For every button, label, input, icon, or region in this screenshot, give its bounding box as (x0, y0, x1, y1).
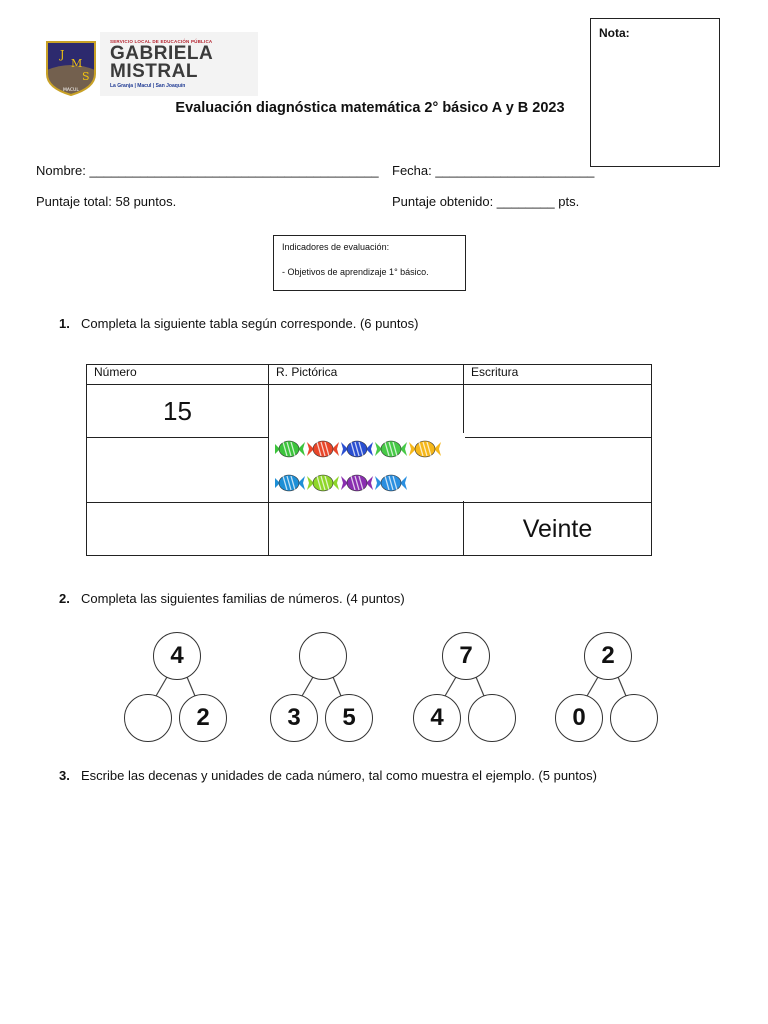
cell-pictorica-1[interactable] (269, 385, 464, 438)
cell-numero-3[interactable] (87, 503, 269, 556)
cell-numero-2[interactable] (87, 438, 269, 503)
family-4-top-circle: 2 (584, 632, 632, 680)
table-row (87, 503, 652, 556)
family-line (445, 677, 456, 696)
question-2 (59, 591, 405, 606)
header-escritura: Escritura (464, 365, 652, 385)
cell-escritura-2[interactable] (464, 438, 652, 503)
name-field[interactable]: Nombre: ________________________________________ (36, 163, 379, 178)
cell-numero-1 (87, 385, 269, 438)
cell-escritura-1[interactable] (464, 385, 652, 438)
indicators-heading: Indicadores de evaluación: (282, 242, 390, 252)
family-1-top-circle: 4 (153, 632, 201, 680)
grade-label: Nota: (599, 26, 630, 40)
representation-table (86, 364, 652, 556)
logo-caption: MACUL (63, 88, 79, 93)
family-4-left-circle: 0 (555, 694, 603, 742)
page-title: Evaluación diagnóstica matemática 2° básico A y B 2023 (175, 100, 565, 116)
family-3-left-circle: 4 (413, 694, 461, 742)
question-1 (59, 316, 419, 331)
family-line (618, 677, 626, 696)
candy-svg (275, 433, 465, 501)
family-1-left-circle[interactable] (124, 694, 172, 742)
question-3-text: Escribe las decenas y unidades de cada número, tal como muestra el ejemplo. (5 puntos) (81, 768, 597, 783)
question-1-text: Completa la siguiente tabla según corresponde. (6 puntos) (81, 316, 419, 331)
family-line (156, 677, 167, 696)
question-2-number: 2. (59, 591, 70, 606)
candy-icon (275, 441, 305, 457)
table-row (87, 385, 652, 438)
question-1-number: 1. (59, 316, 70, 331)
cell-pictorica-3[interactable] (269, 503, 464, 556)
indicators-item: - Objetivos de aprendizaje 1° básico. (282, 267, 429, 277)
indicators-box (273, 235, 466, 291)
logo-name-line2: MISTRAL (110, 61, 198, 82)
school-shield-logo (44, 40, 98, 96)
candy-icon (341, 475, 373, 491)
numero-15: 15 (163, 395, 192, 426)
table-header-row (87, 365, 652, 385)
number-families (0, 620, 768, 750)
logo-initial-s: S (82, 70, 90, 83)
family-line (587, 677, 598, 696)
obtained-score-field[interactable]: Puntaje obtenido: ________ pts. (392, 194, 580, 209)
candy-icon (409, 441, 441, 457)
family-line (476, 677, 484, 696)
logo-communes: La Granja | Macul | San Joaquín (110, 83, 186, 89)
question-2-text: Completa las siguientes familias de números. (4 puntos) (81, 591, 405, 606)
candy-pictogram (275, 433, 465, 501)
candy-icon (375, 441, 407, 457)
question-3 (59, 768, 597, 783)
grade-box (590, 18, 720, 167)
school-name-logo (100, 32, 258, 96)
family-line (187, 677, 195, 696)
cell-escritura-3 (464, 503, 652, 556)
candy-icon (341, 441, 373, 457)
family-line (302, 677, 313, 696)
header-pictorica: R. Pictórica (269, 365, 464, 385)
table-row (87, 438, 652, 503)
candy-icon (275, 475, 305, 491)
candy-icon (375, 475, 407, 491)
family-line (333, 677, 341, 696)
family-3-right-circle[interactable] (468, 694, 516, 742)
total-score-text: Puntaje total: 58 puntos. (36, 194, 177, 209)
cell-pictorica-2 (269, 438, 464, 503)
logo-name-line1: GABRIELA (110, 43, 214, 64)
header-numero: Número (87, 365, 269, 385)
candy-icon (307, 441, 339, 457)
family-2-left-circle: 3 (270, 694, 318, 742)
question-3-number: 3. (59, 768, 70, 783)
escritura-veinte: Veinte (522, 514, 593, 543)
family-2-right-circle: 5 (325, 694, 373, 742)
logo-initial-m: M (71, 57, 83, 70)
logo-service-line: SERVICIO LOCAL DE EDUCACIÓN PÚBLICA (110, 39, 213, 44)
family-4-right-circle[interactable] (610, 694, 658, 742)
family-3-top-circle: 7 (442, 632, 490, 680)
candy-icon (307, 475, 339, 491)
logo-initial-j: J (60, 48, 65, 61)
family-2-top-circle[interactable] (299, 632, 347, 680)
family-1-right-circle: 2 (179, 694, 227, 742)
date-field[interactable]: Fecha: ______________________ (392, 163, 595, 178)
